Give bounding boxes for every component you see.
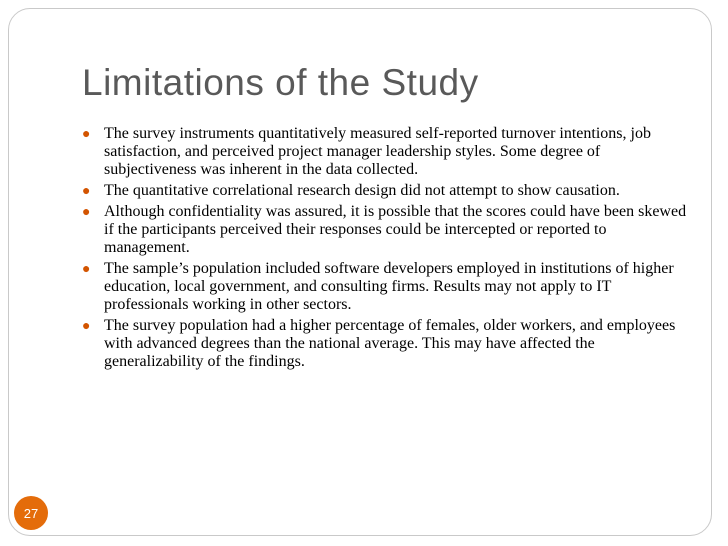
bullet-item-4 xyxy=(74,260,689,314)
slide-title: Limitations of the Study xyxy=(82,62,479,103)
bullet-text-4: The sample’s population included software developers employed in institutions of higher education, local government, and consulting firms. Results may not apply to IT professionals working in other sectors. xyxy=(104,260,674,313)
bullet-dot-icon: ● xyxy=(82,205,91,220)
bullet-text-2: The quantitative correlational research design did not attempt to show causation. xyxy=(104,182,620,199)
bullet-dot-icon: ● xyxy=(82,262,91,277)
bullet-item-1 xyxy=(74,125,689,179)
bullet-dot-icon: ● xyxy=(82,184,91,199)
bullet-dot-icon: ● xyxy=(82,319,91,334)
bullet-item-3 xyxy=(74,203,689,257)
bullet-dot-icon: ● xyxy=(82,127,91,142)
bullet-text-5: The survey population had a higher percentage of females, older workers, and employees with advanced degrees than the national average. This may have affected the generalizability of the findings. xyxy=(104,317,676,370)
bullet-list xyxy=(74,125,689,374)
bullet-item-2 xyxy=(74,182,689,200)
bullet-text-1: The survey instruments quantitatively measured self-reported turnover intentions, job satisfaction, and perceived project manager leadership styles. Some degree of subjectiveness was inherent in the data collected. xyxy=(104,125,651,178)
bullet-item-5 xyxy=(74,317,689,371)
bullet-text-3: Although confidentiality was assured, it is possible that the scores could have been skewed if the participants perceived their responses could be intercepted or reported to management. xyxy=(104,203,687,256)
page-number-badge: 27 xyxy=(14,496,48,530)
